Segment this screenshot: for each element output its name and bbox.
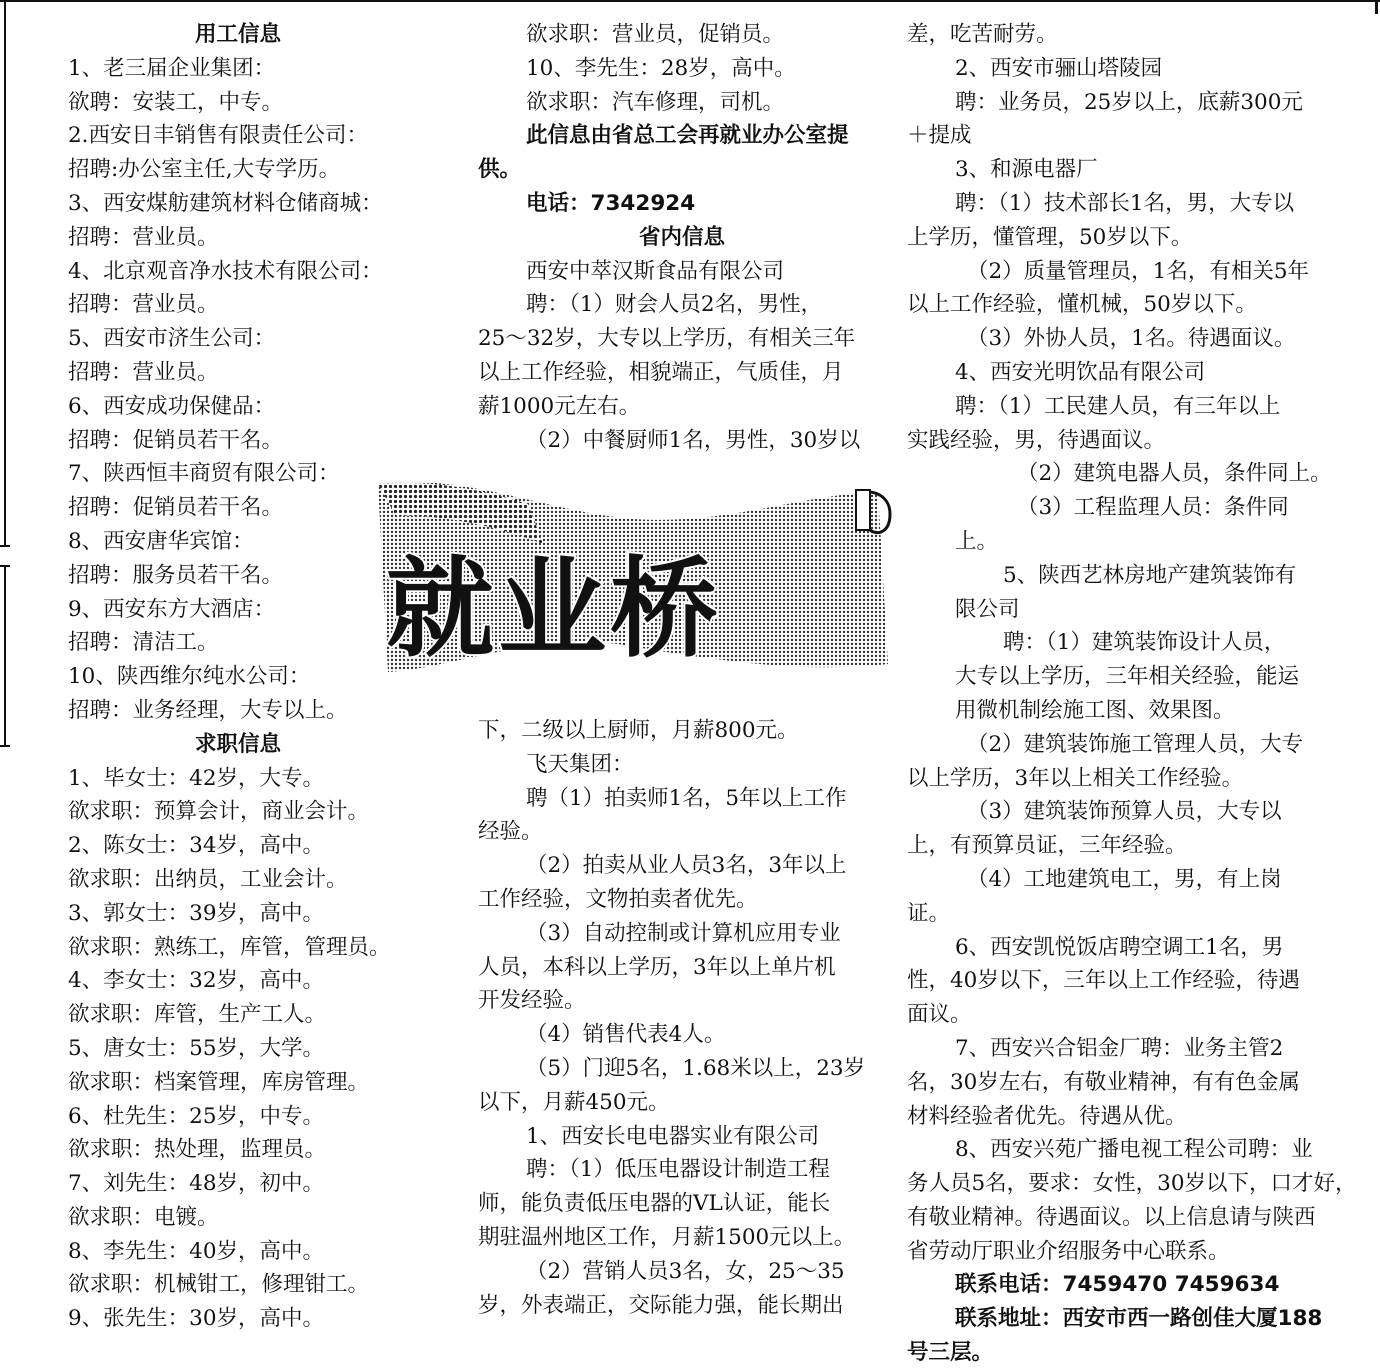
text-line: 务人员5名，要求：女性，30岁以下，口才好， [907,1171,1357,1197]
list-item-title: 8、李先生：40岁，高中。 [68,1238,325,1264]
list-item-detail: 欲求职：电镀。 [68,1204,219,1230]
list-item-title: 7、陕西恒丰商贸有限公司： [68,461,340,487]
text-line: 聘：（1）工民建人员，有三年以上 [955,393,1281,419]
left-edge-mark [0,545,10,547]
left-edge-line [4,0,6,545]
text-line: 以下，月薪450元。 [478,1089,670,1115]
phone-line: 电话：7342924 [526,190,696,216]
text-line: 证。 [907,900,951,926]
text-line: 欲求职：汽车修理，司机。 [526,89,785,115]
company-name: 2、西安市骊山塔陵园 [955,55,1163,81]
list-item-detail: 招聘：清洁工。 [68,630,219,656]
text-line: 师，能负责低压电器的VL认证，能长 [478,1191,831,1217]
list-item-detail: 招聘：促销员若干名。 [68,495,284,521]
text-line: （2）拍卖从业人员3名，3年以上 [526,853,847,879]
list-item-title: 1、毕女士：42岁，大专。 [68,765,325,791]
source-note: 此信息由省总工会再就业办公室提 [526,123,849,149]
list-item-detail: 招聘：营业员。 [68,224,219,250]
text-line: （2）中餐厨师1名，男性，30岁以 [526,427,861,453]
list-item-title: 8、西安唐华宾馆： [68,528,254,554]
text-line: 开发经验。 [478,988,586,1014]
left-edge-mark [0,565,10,567]
right-tick [1375,0,1378,14]
text-line: 人员，本科以上学历，3年以上单片机 [478,954,836,980]
list-item-detail: 欲求职：机械钳工，修理钳工。 [68,1272,370,1298]
text-line: 面议。 [907,1002,972,1028]
company-name: 4、西安光明饮品有限公司 [955,359,1206,385]
list-item-title: 4、李女士：32岁，高中。 [68,968,325,994]
list-item-detail: 招聘：服务员若干名。 [68,562,284,588]
text-line: （3）工程监理人员：条件同 [1017,495,1289,521]
list-item-title: 5、唐女士：55岁，大学。 [68,1035,325,1061]
text-line: 以上学历，3年以上相关工作经验。 [907,765,1244,791]
section-heading-jobs: 用工信息 [194,22,281,47]
list-item-detail: 招聘:办公室主任,大专学历。 [68,157,341,183]
list-item-detail: 欲求职：档案管理，库房管理。 [68,1069,370,1095]
list-item-title: 2.西安日丰销售有限责任公司： [68,123,369,149]
text-line: 以上工作经验，懂机械，50岁以下。 [907,292,1257,318]
list-item-title: 3、西安煤舫建筑材料仓储商城： [68,190,383,216]
list-item-title: 10、陕西维尔纯水公司： [68,664,311,690]
text-line: ＋提成 [907,123,972,149]
list-item-title: 5、西安市济生公司： [68,326,276,352]
list-item-detail: 招聘：营业员。 [68,292,219,318]
text-line: 聘：（1）财会人员2名，男性， [526,292,823,318]
text-line: 差，吃苦耐劳。 [907,22,1058,47]
text-line: 薪1000元左右。 [478,393,641,419]
text-line: 聘：（1）建筑装饰设计人员， [1003,630,1286,656]
text-line: （3）自动控制或计算机应用专业 [526,920,841,946]
text-line: 欲求职：营业员，促销员。 [526,22,785,47]
text-line: 8、西安兴苑广播电视工程公司聘：业 [955,1137,1313,1163]
text-line: 上。 [955,528,999,554]
list-item-detail: 欲求职：预算会计，商业会计。 [68,799,370,825]
section-heading-province: 省内信息 [638,224,725,250]
text-line: （3）外协人员，1名。待遇面议。 [967,326,1296,352]
list-item-title: 3、郭女士：39岁，高中。 [68,900,325,926]
text-line: （4）工地建筑电工，男，有上岗 [967,866,1282,892]
contact-phone: 联系电话：7459470 7459634 [955,1272,1280,1298]
contact-address: 联系地址：西安市西一路创佳大厦188 [955,1306,1323,1332]
list-item-title: 9、西安东方大酒店： [68,596,276,622]
text-line: 岁，外表端正，交际能力强，能长期出 [478,1292,844,1318]
company-name: 西安中萃汉斯食品有限公司 [526,258,785,284]
source-note: 供。 [478,157,522,183]
list-item-detail: 欲求职：热处理，监理员。 [68,1137,327,1163]
list-item-detail: 招聘：促销员若干名。 [68,427,284,453]
company-name: 1、西安长电电器实业有限公司 [526,1123,820,1149]
left-edge-mark [0,745,10,747]
list-item-title: 1、老三届企业集团： [68,55,276,81]
text-line: （5）门迎5名，1.68米以上，23岁 [526,1055,866,1081]
text-line: 名，30岁左右，有敬业精神，有有色金属 [907,1069,1300,1095]
text-line: （2）建筑装饰施工管理人员，大专 [967,731,1304,757]
text-line: 省劳动厅职业介绍服务中心联系。 [907,1238,1230,1264]
text-line: （4）销售代表4人。 [526,1022,726,1048]
text-line: 6、西安凯悦饭店聘空调工1名，男 [955,934,1284,960]
text-line: 聘：业务员，25岁以上，底薪300元 [955,89,1303,115]
text-line: 10、李先生：28岁，高中。 [526,55,796,81]
list-item-title: 2、陈女士：34岁，高中。 [68,833,325,859]
text-line: 经验。 [478,819,543,845]
banner-graphic [378,474,900,684]
list-item-detail: 欲求职：出纳员，工业会计。 [68,866,348,892]
text-line: 聘：（1）技术部长1名，男，大专以 [955,190,1295,216]
text-line: 下，二级以上厨师，月薪800元。 [478,718,799,743]
column-middle [478,18,886,457]
company-name: 3、和源电器厂 [955,157,1098,183]
text-line: 有敬业精神。待遇面议。以上信息请与陕西 [907,1204,1316,1230]
company-name: 限公司 [955,596,1020,622]
text-line: 上，有预算员证，三年经验。 [907,833,1187,859]
text-line: 材料经验者优先。待遇从优。 [907,1103,1187,1129]
list-item-detail: 欲求职：熟练工，库管，管理员。 [68,934,391,960]
list-item-detail: 欲聘：安装工，中专。 [68,89,284,115]
text-line: （2）营销人员3名，女，25～35 [526,1258,845,1284]
text-line: （3）建筑装饰预算人员，大专以 [967,799,1282,825]
list-item-detail: 欲求职：库管，生产工人。 [68,1002,327,1028]
left-edge-line-lower [4,565,6,745]
text-line: 大专以上学历，三年相关经验，能运 [955,664,1300,690]
list-item-title: 4、北京观音净水技术有限公司： [68,258,383,284]
banner-title: 就业桥 [386,547,723,672]
text-line: 工作经验，文物拍卖者优先。 [478,886,758,912]
top-rule [0,0,1380,2]
list-item-title: 6、西安成功保健品： [68,393,276,419]
list-item-title: 6、杜先生：25岁，中专。 [68,1103,325,1129]
column-right [907,18,1357,1370]
company-name: 5、陕西艺林房地产建筑装饰有 [1003,562,1297,588]
list-item-title: 7、刘先生：48岁，初中。 [68,1171,325,1197]
company-name: 飞天集团： [526,751,634,777]
seeker-list [68,762,448,1337]
contact-address: 号三层。 [907,1340,994,1366]
column-middle-lower [478,714,886,1322]
text-line: 用微机制绘施工图、效果图。 [955,697,1235,723]
list-item-title: 9、张先生：30岁，高中。 [68,1306,325,1332]
text-line: （2）质量管理员，1名，有相关5年 [967,258,1310,284]
list-item-detail: 招聘：业务经理，大专以上。 [68,697,348,723]
text-line: 期驻温州地区工作，月薪1500元以上。 [478,1224,856,1250]
text-line: （2）建筑电器人员，条件同上。 [1017,461,1332,487]
section-heading-seekers: 求职信息 [194,731,281,757]
text-line: 聘（1）拍卖师1名，5年以上工作 [526,785,847,811]
text-line: 性，40岁以下，三年以上工作经验，待遇 [907,968,1300,994]
text-line: 7、西安兴合铝金厂聘：业务主管2 [955,1035,1284,1061]
text-line: 25～32岁，大专以上学历，有相关三年 [478,326,856,352]
text-line: 实践经验，男，待遇面议。 [907,427,1166,453]
text-line: 聘：（1）低压电器设计制造工程 [526,1157,830,1183]
text-line: 上学历，懂管理，50岁以下。 [907,224,1193,250]
text-line: 以上工作经验，相貌端正，气质佳，月 [478,359,844,385]
list-item-detail: 招聘：营业员。 [68,359,219,385]
